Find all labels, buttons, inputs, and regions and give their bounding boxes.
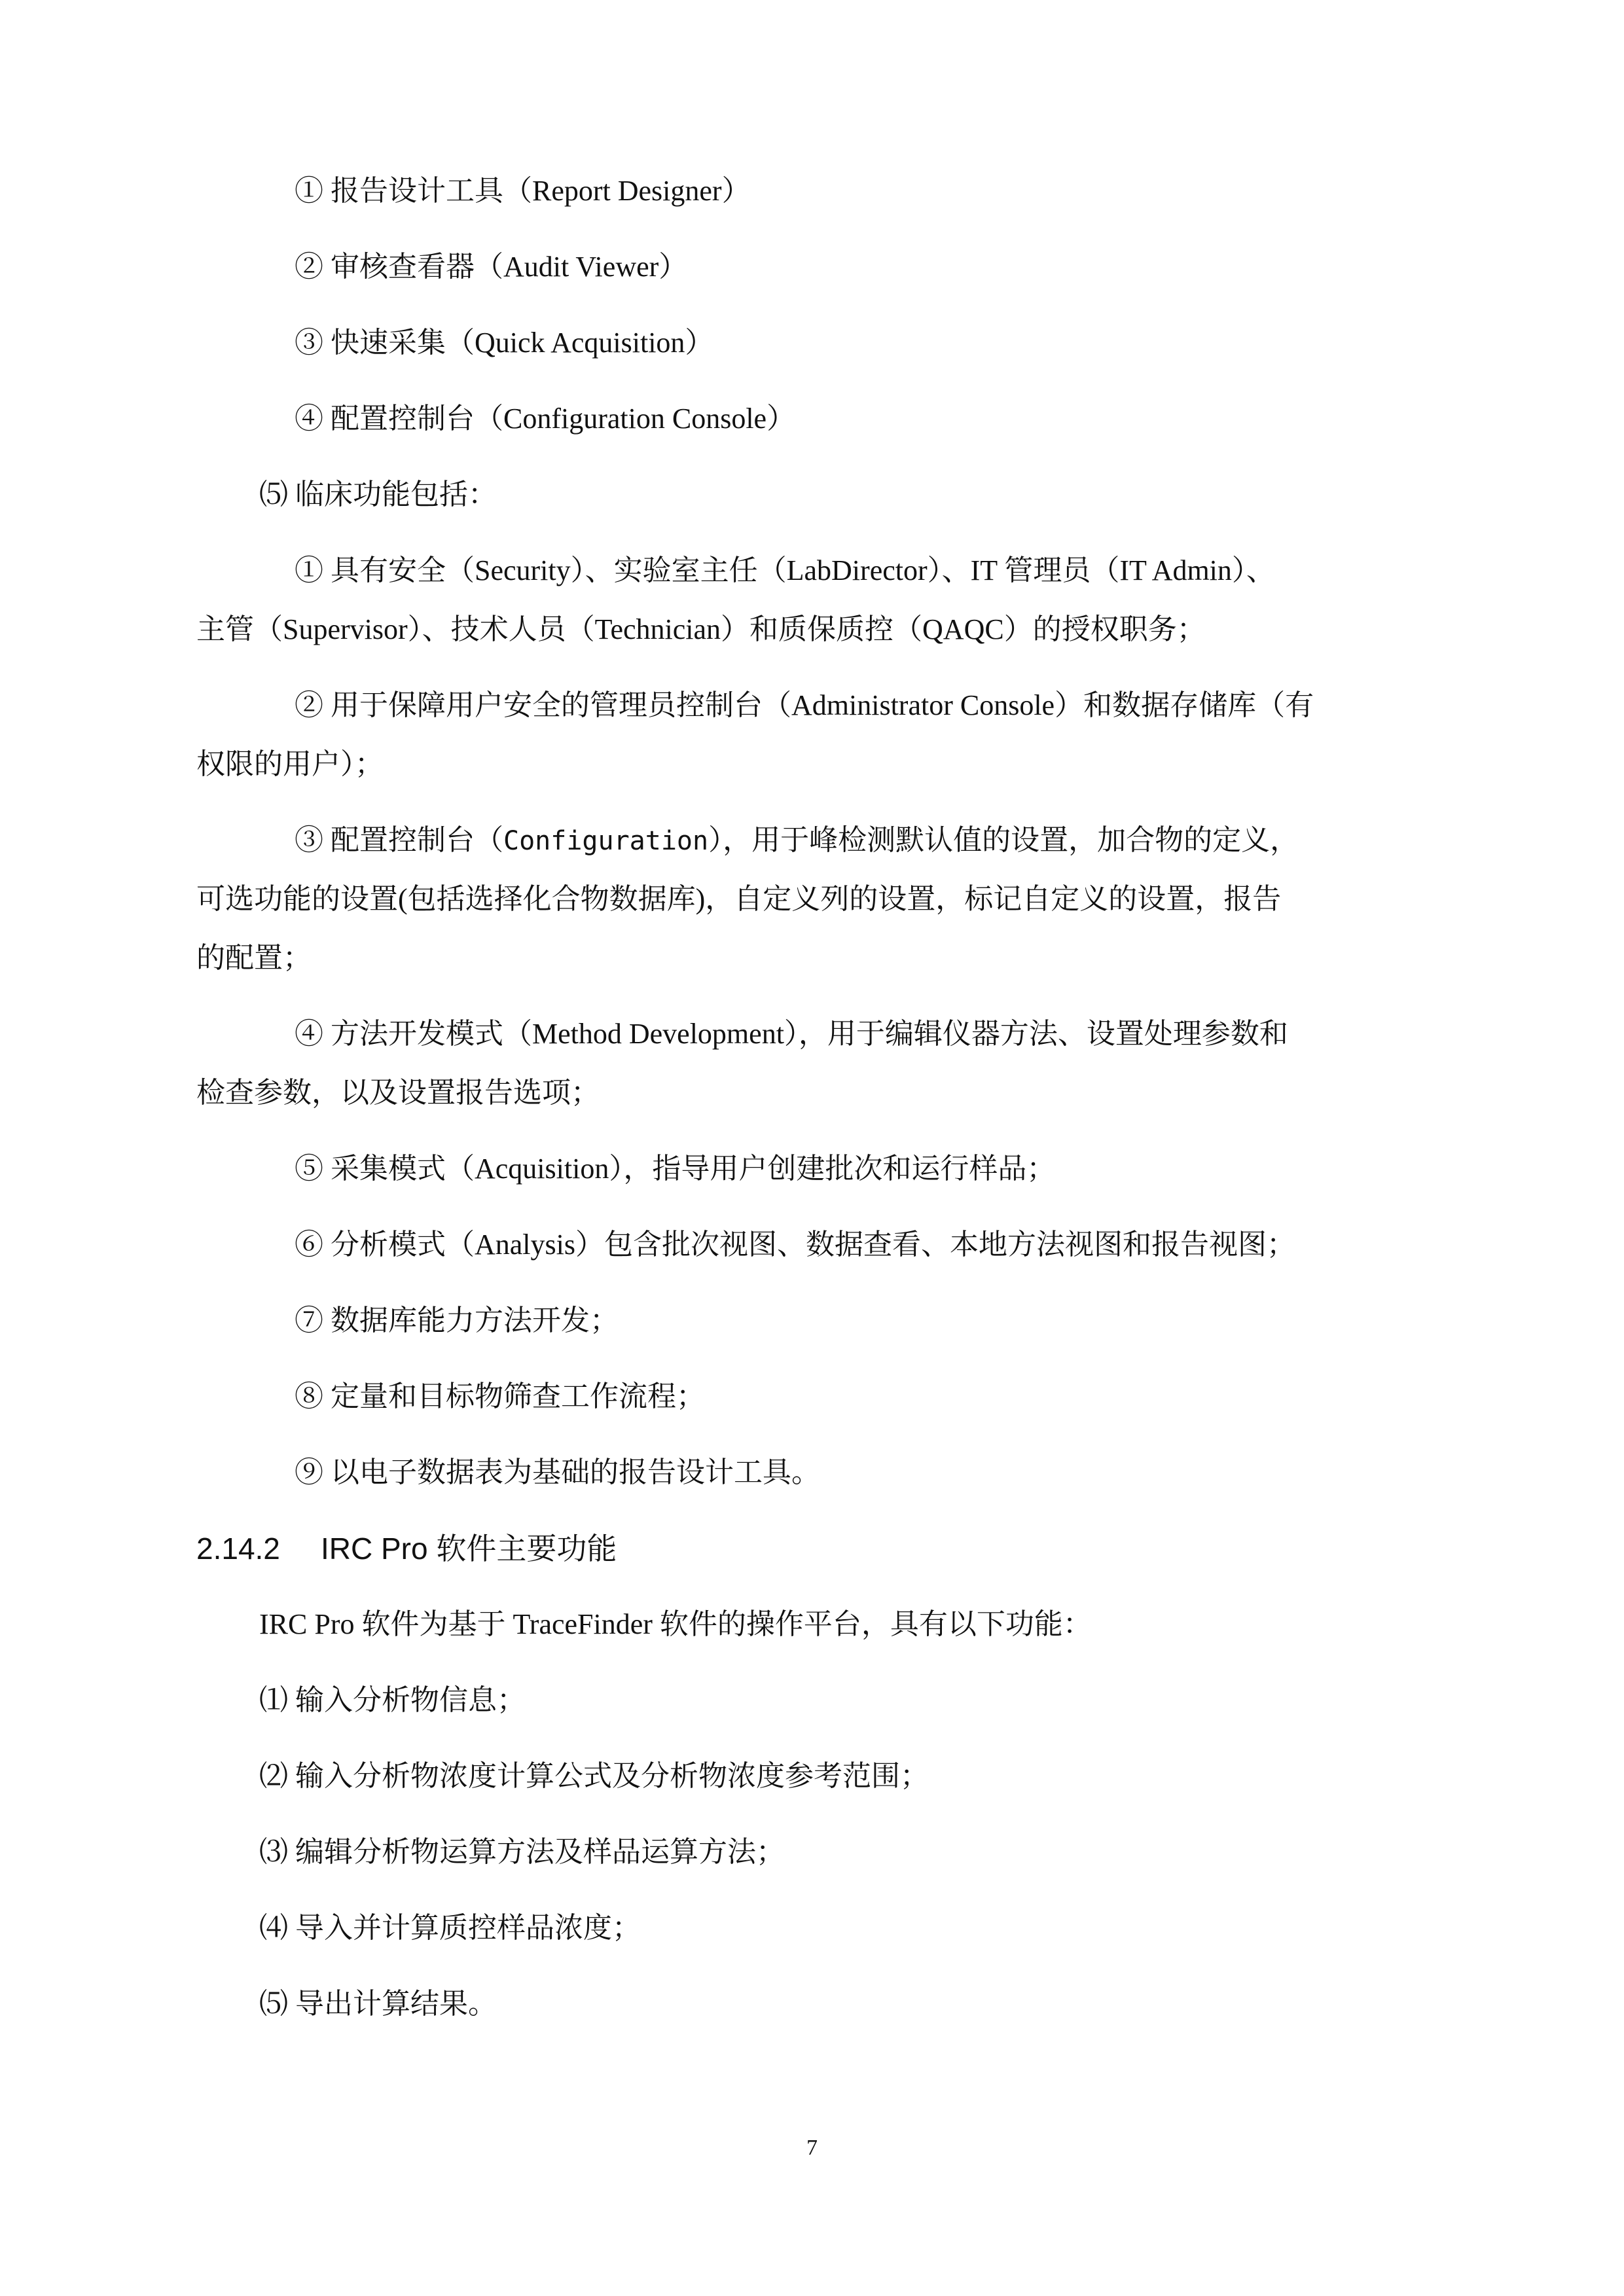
feature-item-2: ⑵ 输入分析物浓度计算公式及分析物浓度参考范围；	[259, 1760, 929, 1792]
section-number: 2.14.2	[196, 1532, 280, 1566]
clinical-item-1-line-1: ① 具有安全（Security）、实验室主任（LabDirector）、IT 管理员（IT Admin）、	[295, 554, 1275, 586]
list-item-configuration-console: ④ 配置控制台（Configuration Console）	[295, 403, 796, 435]
clinical-item-3-line-3: 的配置；	[196, 942, 312, 974]
list-item-quick-acquisition: ③ 快速采集（Quick Acquisition）	[295, 327, 714, 359]
clinical-item-3-text-a: ③ 配置控制台（	[295, 824, 503, 856]
clinical-functions-heading: ⑸ 临床功能包括：	[259, 478, 497, 511]
feature-item-1: ⑴ 输入分析物信息；	[259, 1684, 526, 1716]
clinical-item-8: ⑧ 定量和目标物筛查工作流程；	[295, 1380, 705, 1412]
clinical-item-1-line-2: 主管（Supervisor）、技术人员（Technician）和质保质控（QAQC）的授权职务；	[196, 613, 1206, 645]
list-item-audit-viewer: ② 审核查看器（Audit Viewer）	[295, 251, 688, 283]
section-heading	[196, 1529, 617, 1568]
clinical-item-2-line-1: ② 用于保障用户安全的管理员控制台（Administrator Console）和数据存储库（有	[295, 689, 1314, 721]
clinical-item-7: ⑦ 数据库能力方法开发；	[295, 1304, 619, 1336]
clinical-item-5: ⑤ 采集模式（Acquisition），指导用户创建批次和运行样品；	[295, 1153, 1056, 1185]
section-intro: IRC Pro 软件为基于 TraceFinder 软件的操作平台，具有以下功能：	[259, 1608, 1092, 1640]
clinical-item-3-text-b: ），用于峰检测默认值的设置，加合物的定义，	[708, 824, 1299, 856]
clinical-item-2-line-2: 权限的用户）；	[196, 748, 384, 780]
clinical-item-6: ⑥ 分析模式（Analysis）包含批次视图、数据查看、本地方法视图和报告视图；	[295, 1229, 1295, 1261]
feature-item-3: ⑶ 编辑分析物运算方法及样品运算方法；	[259, 1836, 785, 1868]
list-item-report-designer: ① 报告设计工具（Report Designer）	[295, 175, 751, 207]
configuration-term: Configuration	[503, 826, 709, 856]
page-number: 7	[806, 2136, 818, 2160]
clinical-item-3-line-1	[295, 821, 1299, 861]
clinical-item-9: ⑨ 以电子数据表为基础的报告设计工具。	[295, 1456, 820, 1488]
section-title: IRC Pro 软件主要功能	[321, 1532, 617, 1566]
feature-item-4: ⑷ 导入并计算质控样品浓度；	[259, 1912, 641, 1944]
clinical-item-3-line-2: 可选功能的设置(包括选择化合物数据库)，自定义列的设置，标记自定义的设置，报告	[196, 883, 1282, 915]
clinical-item-4-line-2: 检查参数，以及设置报告选项；	[196, 1077, 600, 1109]
feature-item-5: ⑸ 导出计算结果。	[259, 1988, 497, 2020]
clinical-item-4-line-1: ④ 方法开发模式（Method Development），用于编辑仪器方法、设置处理参数和	[295, 1018, 1288, 1050]
